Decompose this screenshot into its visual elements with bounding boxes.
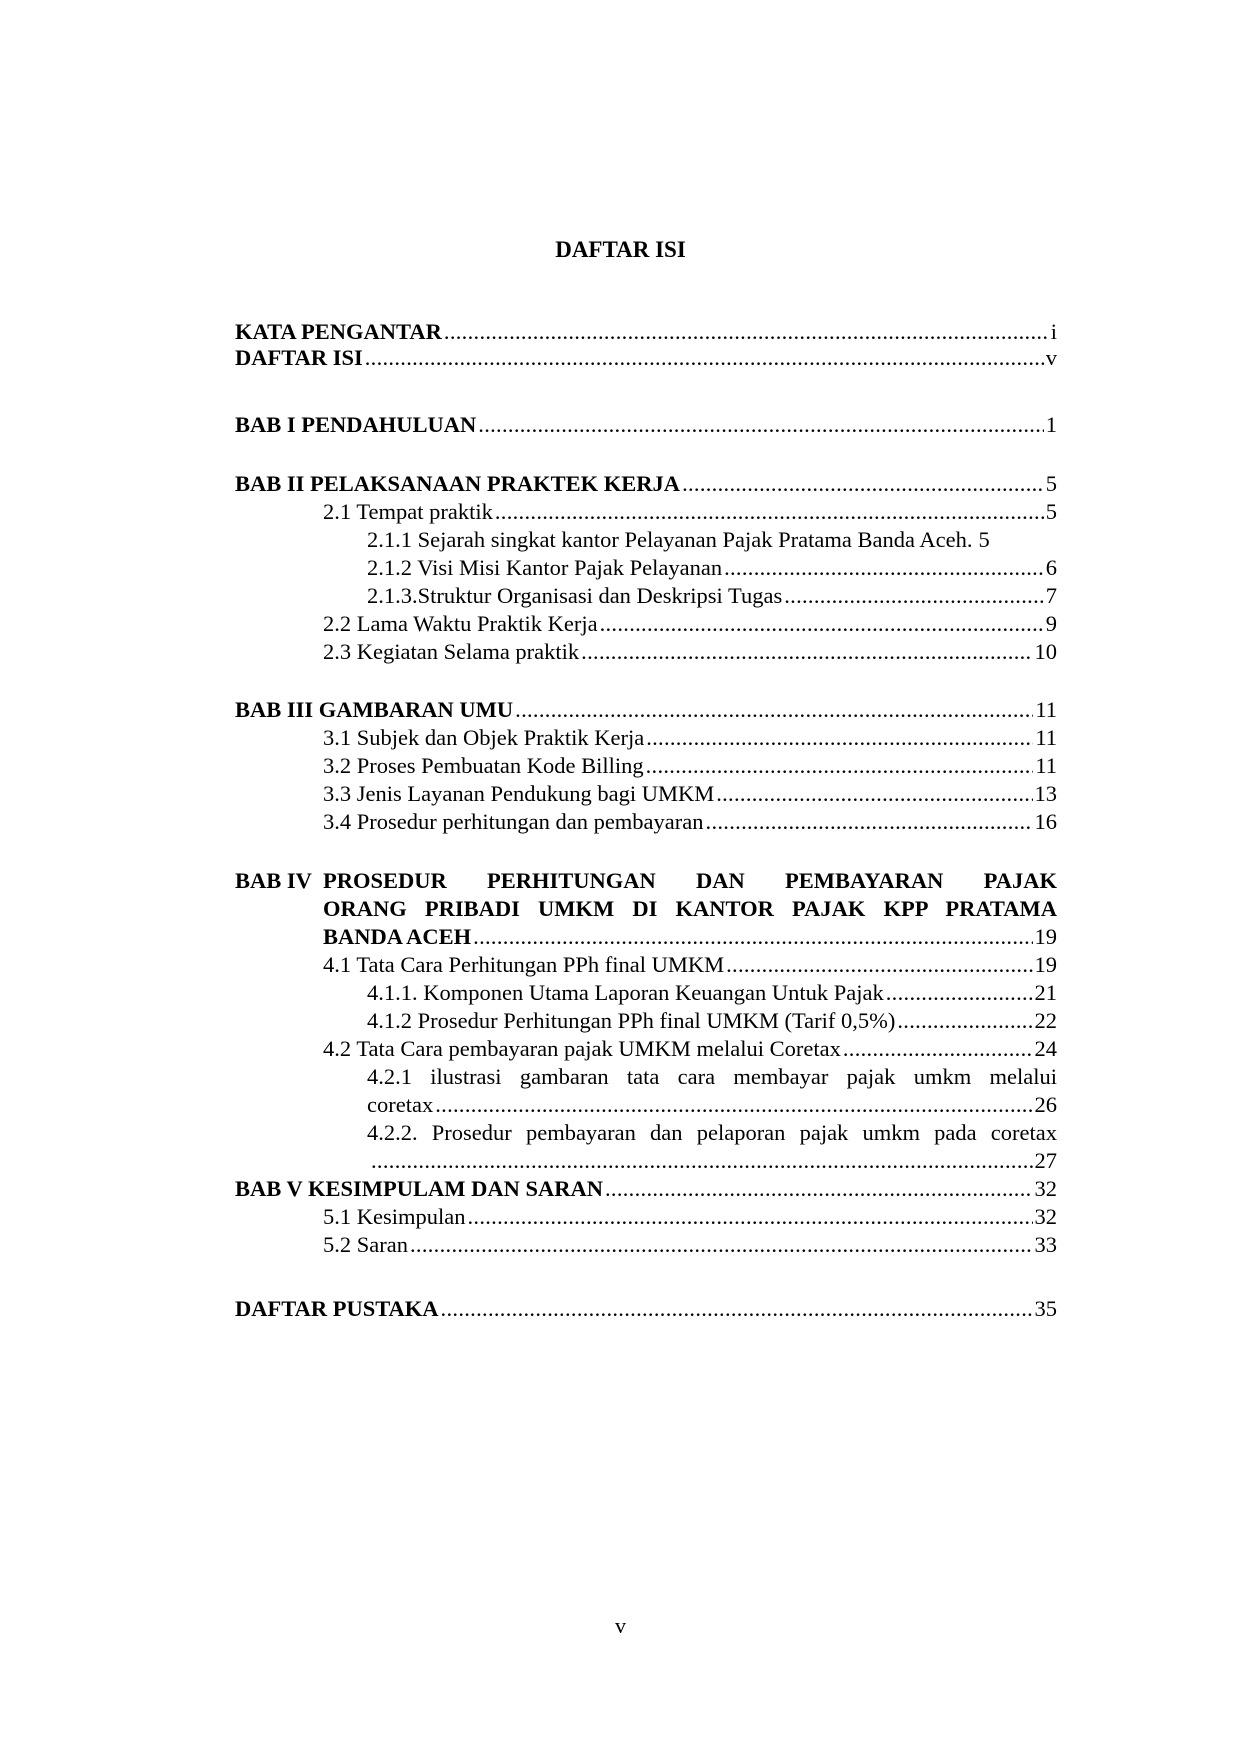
- toc-page: 10: [1034, 639, 1057, 664]
- toc-page: 11: [1035, 725, 1057, 750]
- toc-entry-4-1-2[interactable]: [367, 1006, 1057, 1036]
- toc-page: 5: [978, 527, 990, 552]
- toc-page: 32: [1034, 1176, 1057, 1201]
- toc-label: BAB II PELAKSANAAN PRAKTEK KERJA: [235, 471, 681, 496]
- toc-label: 2.1.2 Visi Misi Kantor Pajak Pelayanan: [367, 555, 723, 580]
- toc-entry-3-2[interactable]: [323, 751, 1057, 781]
- leader-dots: [478, 410, 1043, 440]
- toc-page: 32: [1034, 1204, 1057, 1229]
- leader-dots: [605, 1174, 1033, 1204]
- toc-entry-4-1-1[interactable]: [367, 978, 1057, 1008]
- toc-entry-daftar-isi[interactable]: [235, 343, 1057, 373]
- toc-entry-4-2[interactable]: [323, 1034, 1057, 1064]
- toc-entry-bab1[interactable]: [235, 410, 1057, 440]
- toc-label: 3.2 Proses Pembuatan Kode Billing: [323, 753, 644, 778]
- toc-label: 3.1 Subjek dan Objek Praktik Kerja: [323, 725, 645, 750]
- toc-label: KATA PENGANTAR: [235, 319, 442, 344]
- toc-entry-3-3[interactable]: [323, 779, 1057, 809]
- toc-label-line2: [371, 1146, 1057, 1176]
- toc-label: 5.2 Saran: [323, 1232, 408, 1257]
- toc-label: BAB V KESIMPULAM DAN SARAN: [235, 1176, 603, 1201]
- leader-dots: [495, 497, 1044, 527]
- toc-label: BAB III GAMBARAN UMU: [235, 697, 514, 722]
- toc-entry-bab2[interactable]: [235, 469, 1057, 499]
- toc-page: 19: [1034, 952, 1057, 977]
- toc-entry-daftar-pustaka[interactable]: [235, 1294, 1057, 1324]
- toc-page: 35: [1034, 1296, 1057, 1321]
- toc-entry-5-1[interactable]: [323, 1202, 1057, 1232]
- toc-label: 2.1 Tempat praktik: [323, 499, 493, 524]
- toc-page: 33: [1034, 1232, 1057, 1257]
- leader-dots: [843, 1034, 1033, 1064]
- leader-dots: [886, 978, 1033, 1008]
- toc-label: coretax: [367, 1092, 434, 1117]
- toc-entry-bab5[interactable]: [235, 1174, 1057, 1204]
- toc-entry-2-3[interactable]: [323, 637, 1057, 667]
- leader-dots: [410, 1230, 1033, 1260]
- toc-entry-4-1[interactable]: [323, 950, 1057, 980]
- toc-label: 4.1.1. Komponen Utama Laporan Keuangan Untuk Pajak: [367, 980, 884, 1005]
- leader-dots: [600, 609, 1044, 639]
- toc-label-line2: [367, 1090, 1057, 1120]
- toc-page: 26: [1034, 1092, 1057, 1117]
- toc-label: 4.1.2 Prosedur Perhitungan PPh final UMKM (Tarif 0,5%): [367, 1008, 896, 1033]
- toc-label-line1: PROSEDUR PERHITUNGAN DAN PEMBAYARAN PAJAK: [323, 868, 1057, 893]
- toc-label: 4.2 Tata Cara pembayaran pajak UMKM melalui Coretax: [323, 1036, 841, 1061]
- toc-page: 9: [1045, 611, 1057, 636]
- leader-dots: [724, 553, 1044, 583]
- leader-dots: [646, 751, 1034, 781]
- leader-dots: [897, 1006, 1032, 1036]
- toc-entry-bab3[interactable]: [235, 695, 1057, 725]
- toc-page: 24: [1034, 1036, 1057, 1061]
- toc-page: i: [1050, 319, 1057, 344]
- toc-label: BANDA ACEH: [323, 924, 472, 949]
- toc-entry-3-4[interactable]: [323, 807, 1057, 837]
- toc-page: 21: [1034, 980, 1057, 1005]
- toc-page: 16: [1034, 809, 1057, 834]
- toc-entry-2-1-3[interactable]: [367, 581, 1057, 611]
- leader-dots: [716, 779, 1032, 809]
- toc-label: DAFTAR PUSTAKA: [235, 1296, 439, 1321]
- leader-dots: [706, 807, 1033, 837]
- toc-page: 5: [1045, 471, 1057, 496]
- toc-page: 6: [1045, 555, 1057, 580]
- toc-page: 27: [1034, 1148, 1057, 1173]
- toc-label: 2.3 Kegiatan Selama praktik: [323, 639, 580, 664]
- toc-entry-2-1-2[interactable]: [367, 553, 1057, 583]
- toc-label: 2.1.3.Struktur Organisasi dan Deskripsi Tugas: [367, 583, 783, 608]
- toc-page: 13: [1034, 781, 1057, 806]
- leader-dots: [682, 469, 1044, 499]
- toc-label: 5.1 Kesimpulan: [323, 1204, 466, 1229]
- toc-label-line3: [323, 922, 1057, 952]
- leader-dots: [371, 1146, 1033, 1176]
- toc-page: v: [1045, 345, 1057, 370]
- toc-entry-2-1[interactable]: [323, 497, 1057, 527]
- toc-entry-5-2[interactable]: [323, 1230, 1057, 1260]
- toc-page: 1: [1045, 412, 1057, 437]
- toc-label: 4.1 Tata Cara Perhitungan PPh final UMKM: [323, 952, 725, 977]
- toc-label: 3.3 Jenis Layanan Pendukung bagi UMKM: [323, 781, 715, 806]
- toc-page: 11: [1035, 697, 1057, 722]
- toc-page: 7: [1045, 583, 1057, 608]
- toc-label: 3.4 Prosedur perhitungan dan pembayaran: [323, 809, 704, 834]
- toc-label-line1: 4.2.2. Prosedur pembayaran dan pelaporan pajak umkm pada coretax: [367, 1120, 1057, 1145]
- leader-dots: [726, 950, 1032, 980]
- toc-label: 2.2 Lama Waktu Praktik Kerja: [323, 611, 598, 636]
- leader-dots: [473, 922, 1032, 952]
- page-number: v: [615, 1613, 626, 1638]
- toc-label-prefix: BAB IV: [235, 868, 312, 893]
- leader-dots: [784, 581, 1044, 611]
- leader-dots: [646, 723, 1033, 753]
- leader-dots: [435, 1090, 1032, 1120]
- page-title: DAFTAR ISI: [555, 237, 686, 262]
- toc-entry-2-2[interactable]: [323, 609, 1057, 639]
- toc-label: DAFTAR ISI: [235, 345, 363, 370]
- leader-dots: [467, 1202, 1032, 1232]
- toc-entry-3-1[interactable]: [323, 723, 1057, 753]
- toc-label-line2: ORANG PRIBADI UMKM DI KANTOR PAJAK KPP PRATAMA: [323, 896, 1057, 921]
- toc-label-line1: 4.2.1 ilustrasi gambaran tata cara membayar pajak umkm melalui: [367, 1064, 1057, 1089]
- toc-label: 2.1.1 Sejarah singkat kantor Pelayanan Pajak Pratama Banda Aceh.: [367, 527, 973, 552]
- toc-page: 19: [1034, 924, 1057, 949]
- toc-page: 11: [1035, 753, 1057, 778]
- leader-dots: [515, 695, 1033, 725]
- leader-dots: [581, 637, 1032, 667]
- toc-page: 5: [1045, 499, 1057, 524]
- toc-label: BAB I PENDAHULUAN: [235, 412, 477, 437]
- toc-page: 22: [1034, 1008, 1057, 1033]
- leader-dots: [441, 1294, 1033, 1324]
- leader-dots: [365, 343, 1044, 373]
- toc-entry-2-1-1[interactable]: [367, 525, 1057, 555]
